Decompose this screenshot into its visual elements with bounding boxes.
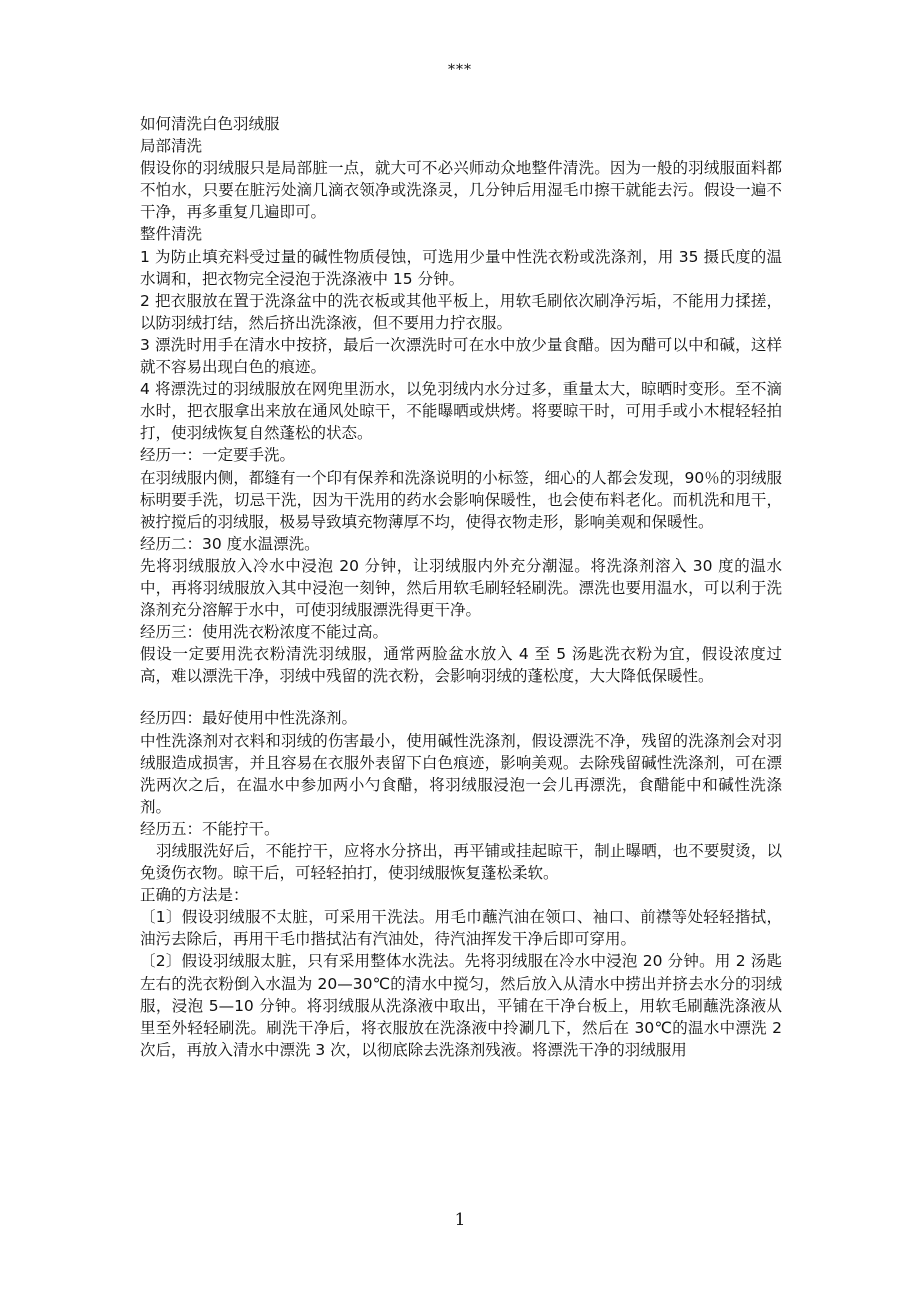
tip-heading-4: 经历四：最好使用中性洗涤剂。: [140, 709, 358, 728]
paragraph: 羽绒服洗好后，不能拧干，应将水分挤出，再平铺或挂起晾干，制止曝晒，也不要熨烫，以免烫伤衣物。晾干后，可轻轻拍打，使羽绒服恢复蓬松柔软。: [140, 842, 782, 883]
tip-heading-3: 经历三：使用洗衣粉浓度不能过高。: [140, 623, 389, 642]
method-1: 〔1〕假设羽绒服不太脏，可采用干洗法。用毛巾蘸汽油在领口、袖口、前襟等处轻轻揩拭，油污去除后，再用干毛巾揩拭沾有汽油处，待汽油挥发干净后即可穿用。: [140, 908, 782, 949]
step-3: 3 漂洗时用手在清水中按挤，最后一次漂洗时可在水中放少量食醋。因为醋可以中和碱，这样就不容易出现白色的痕迹。: [140, 335, 782, 377]
method-2: 〔2〕假设羽绒服太脏，只有采用整体水洗法。先将羽绒服在冷水中浸泡 20 分钟。用 2 汤匙左右的洗衣粉倒入水温为 20—30℃的清水中搅匀，然后放入从清水中捞出并挤去水分的羽绒服，浸泡 5—10 分钟。将羽绒服从洗涤液中取出，平铺在干净台板上，用软毛刷蘸洗涤液从里至外轻轻刷洗。刷洗干净后，将衣服放在洗涤液中拎涮几下，然后在 30℃的温水中漂洗 2 次后，再放入清水中漂洗 3 次，以彻底除去洗涤剂残液。将漂洗干净的羽绒服用: [140, 952, 782, 1059]
paragraph: 假设你的羽绒服只是局部脏一点，就大可不必兴师动众地整件清洗。因为一般的羽绒服面料都不怕水，只要在脏污处滴几滴衣领净或洗涤灵，几分钟后用湿毛巾擦干就能去污。假设一遍不干净，再多重复几遍即可。: [140, 159, 782, 222]
section-heading-partial-cleaning: 局部清洗: [140, 137, 203, 156]
tip-heading-5: 经历五：不能拧干。: [140, 819, 280, 838]
section-heading-full-cleaning: 整件清洗: [140, 225, 203, 244]
paragraph: 先将羽绒服放入冷水中浸泡 20 分钟，让羽绒服内外充分潮湿。将洗涤剂溶入 30 度的温水中，再将羽绒服放入其中浸泡一刻钟，然后用软毛刷轻轻刷洗。漂洗也要用温水，可以利于洗涤剂充分溶解于水中，可使羽绒服漂洗得更干净。: [140, 556, 782, 620]
document-title: 如何清洗白色羽绒服: [140, 115, 280, 133]
page-header-mark: ***: [448, 62, 472, 78]
tip-heading-1: 经历一：一定要手洗。: [140, 446, 296, 465]
paragraph: 在羽绒服内侧，都缝有一个印有保养和洗涤说明的小标签，细心的人都会发现，90％的羽绒服标明要手洗，切忌干洗，因为干洗用的药水会影响保暖性，也会使布料老化。而机洗和甩干，被拧搅后的羽绒服，极易导致填充物薄厚不均，使得衣物走形，影响美观和保暖性。: [140, 468, 782, 531]
step-2: 2 把衣服放在置于洗涤盆中的洗衣板或其他平板上，用软毛刷依次刷净污垢，不能用力揉搓，以防羽绒打结，然后挤出洗涤液，但不要用力拧衣服。: [140, 291, 782, 332]
tip-heading-2: 经历二：30 度水温漂洗。: [140, 534, 320, 553]
paragraph: 假设一定要用洗衣粉清洗羽绒服，通常两脸盆水放入 4 至 5 汤匙洗衣粉为宜，假设浓度过高，难以漂洗干净，羽绒中残留的洗衣粉，会影响羽绒的蓬松度，大大降低保暖性。: [140, 645, 782, 686]
paragraph: 中性洗涤剂对衣料和羽绒的伤害最小，使用碱性洗涤剂，假设漂洗不净，残留的洗涤剂会对羽绒服造成损害，并且容易在衣服外表留下白色痕迹，影响美观。去除残留碱性洗涤剂，可在漂洗两次之后，在温水中参加两小勺食醋，将羽绒服浸泡一会儿再漂洗，食醋能中和碱性洗涤剂。: [140, 731, 782, 816]
step-1: 1 为防止填充料受过量的碱性物质侵蚀，可选用少量中性洗衣粉或洗涤剂，用 35 摄氏度的温水调和，把衣物完全浸泡于洗涤液中 15 分钟。: [140, 247, 782, 288]
method-heading: 正确的方法是：: [140, 886, 249, 905]
page-number: 1: [454, 1210, 466, 1230]
document-body: [140, 113, 782, 1061]
step-4: 4 将漂洗过的羽绒服放在网兜里沥水，以免羽绒内水分过多，重量太大，晾晒时变形。至不滴水时，把衣服拿出来放在通风处晾干，不能曝晒或烘烤。将要晾干时，可用手或小木棍轻轻拍打，使羽绒恢复自然蓬松的状态。: [140, 380, 782, 443]
